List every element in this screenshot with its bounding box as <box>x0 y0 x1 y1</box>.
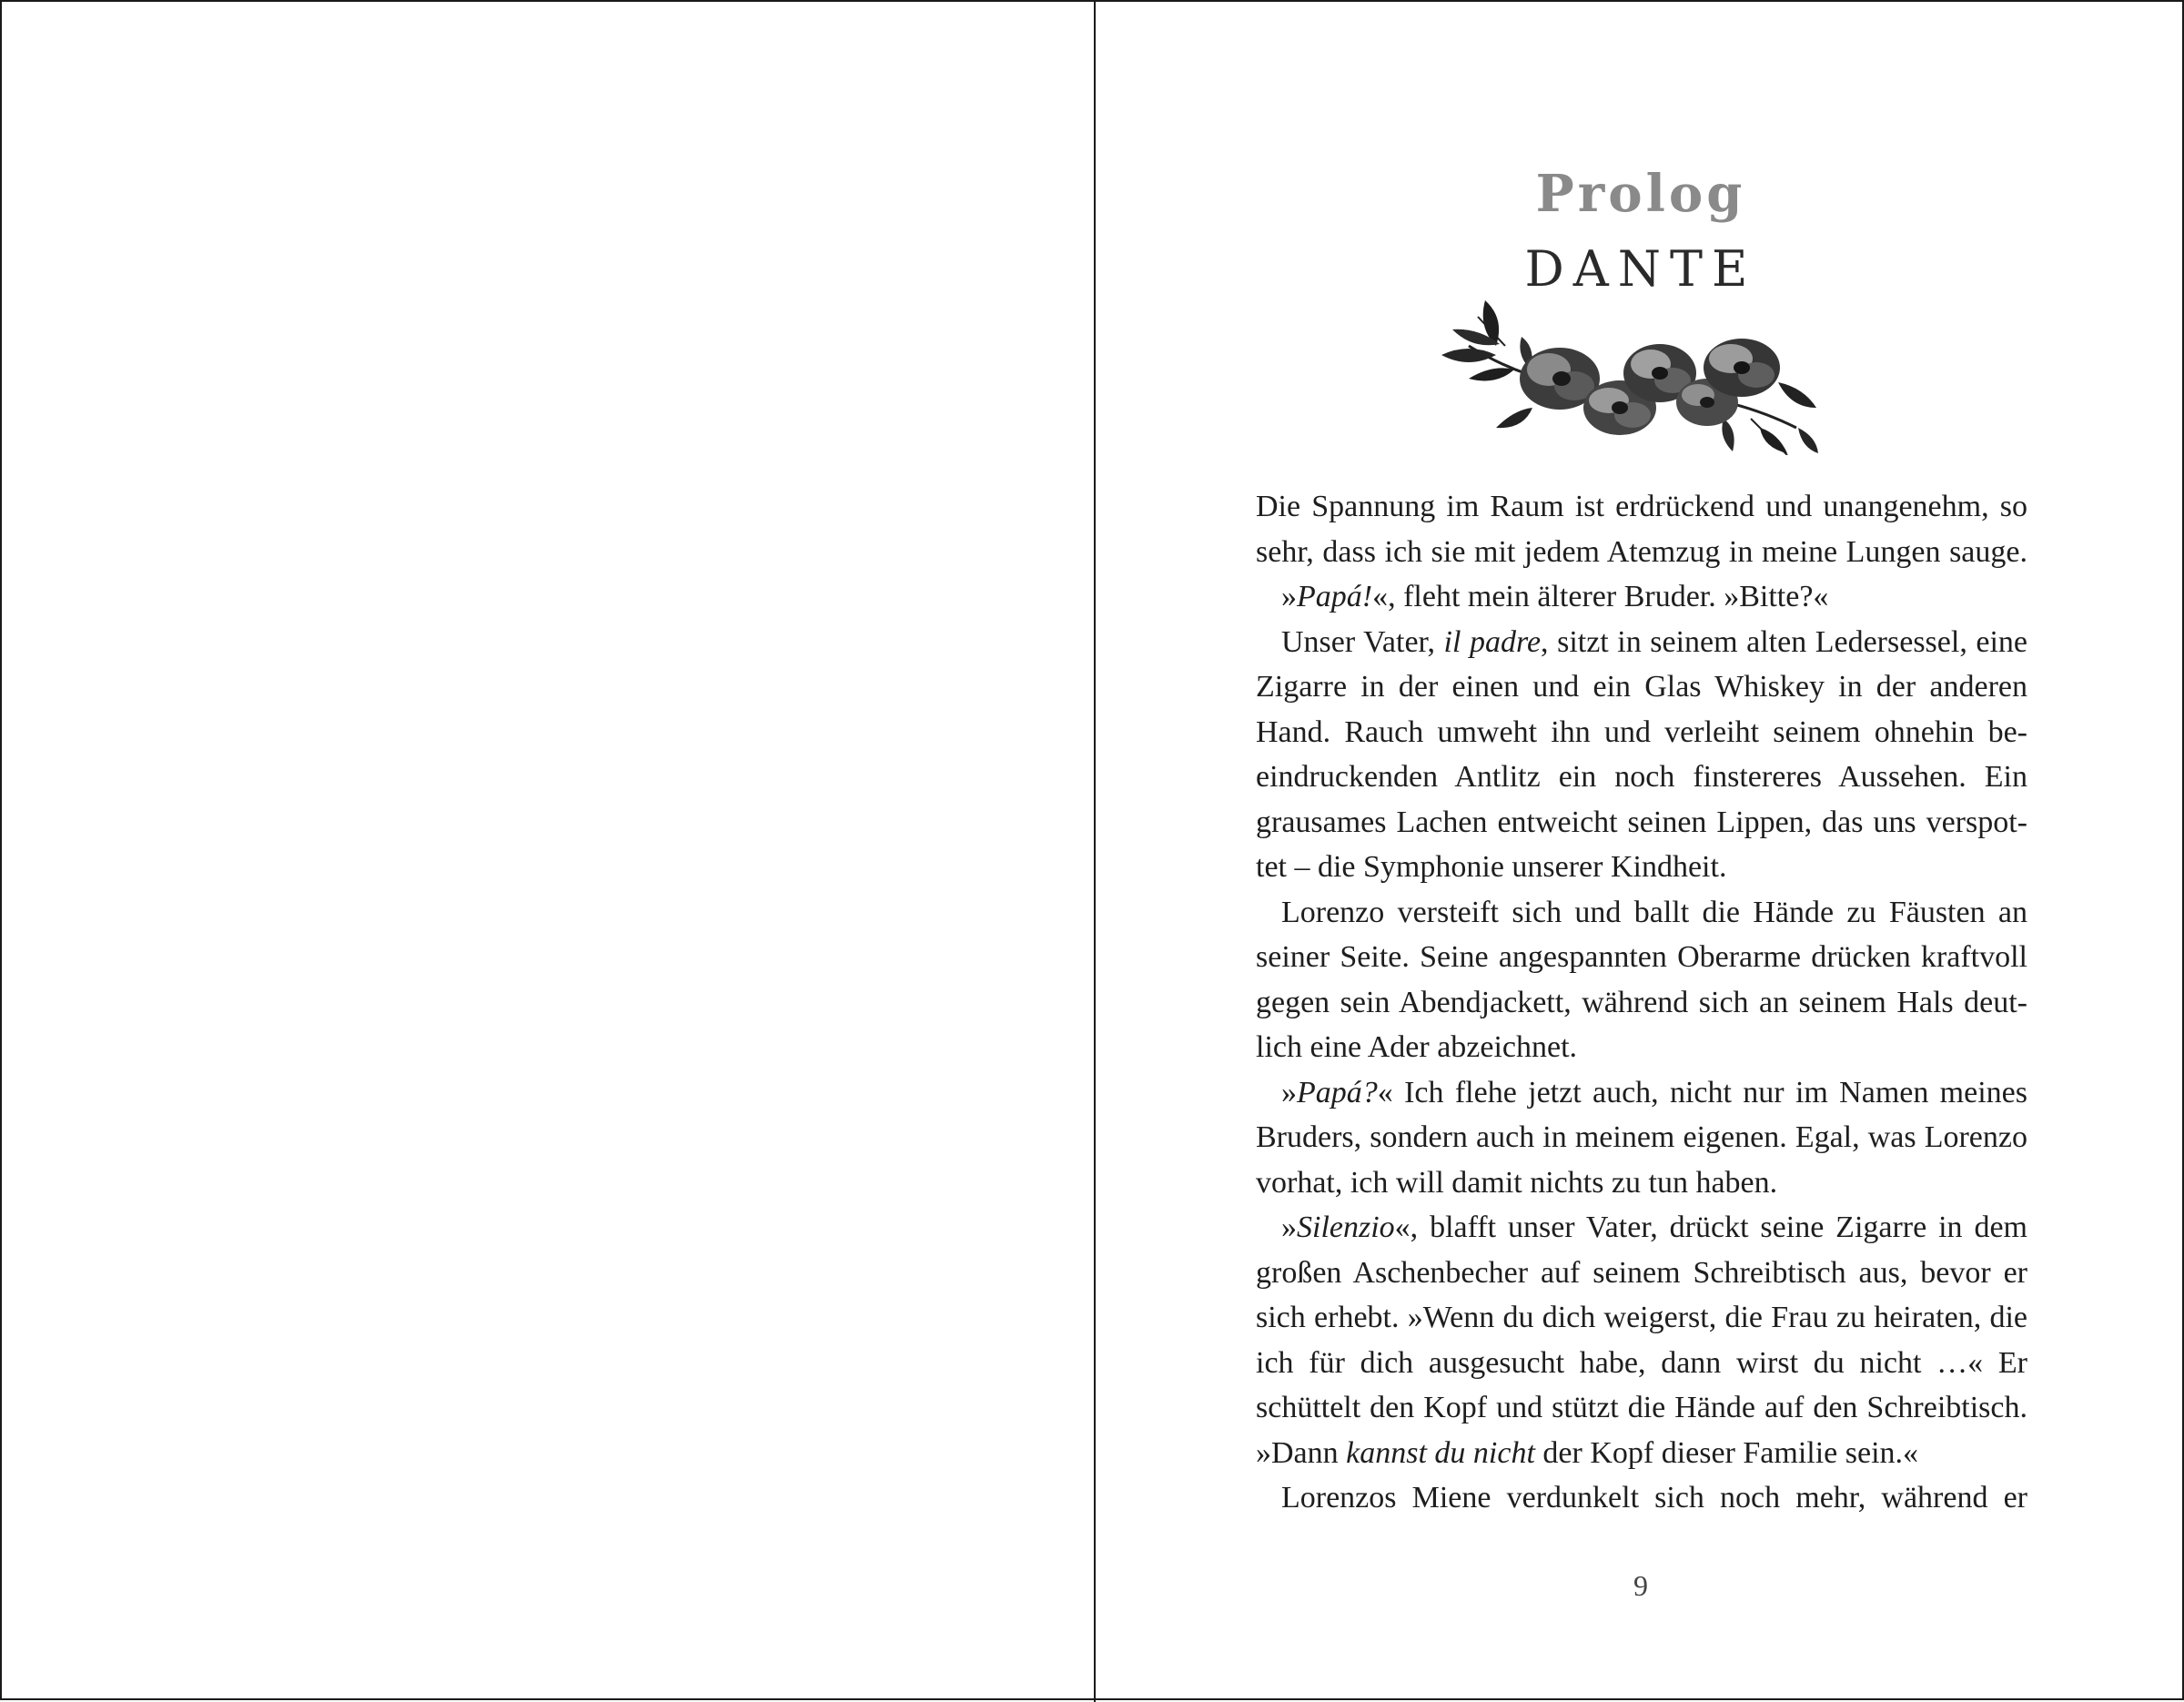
paragraph: Lorenzos Miene verdunkelt sich noch mehr, während er <box>1281 1481 2027 1515</box>
right-page <box>1096 2 2184 1702</box>
chapter-label: Prolog <box>1535 164 1746 224</box>
italic-phrase: il padre <box>1443 624 1542 659</box>
italic-phrase: Papá? <box>1297 1075 1378 1109</box>
italic-phrase: kannst du nicht <box>1346 1435 1535 1470</box>
italic-phrase: Silenzio <box>1297 1211 1395 1244</box>
paragraph: Unser Vater, il padre, sitzt in seinem alten Ledersessel, eine Zigarre in der einen und ein Glas Whiskey in der anderen Hand. Rauch umweht ihn und verleiht seinem ohnehin beeindruckenden Antlitz ein noch finstereres Aussehen. Ein grausames Lachen entweicht seinen Lippen, das uns verspottet – die Symphonie unserer Kindheit. <box>1256 624 2027 884</box>
floral-ornament-icon <box>1441 291 1824 455</box>
chapter-name: DANTE <box>1524 240 1757 298</box>
paragraph: Lorenzo versteift sich und ballt die Hände zu Fäusten an seiner Seite. Seine angespannten Oberarme drücken kraftvoll gegen sein Abendjackett, während sich an seinem Hals deutlich eine Ader abzeichnet. <box>1256 895 2027 1064</box>
paragraph: »Papá!«, fleht mein älterer Bruder. »Bitte?« <box>1281 580 1829 613</box>
paragraph: Die Spannung im Raum ist erdrückend und unangenehm, so sehr, dass ich sie mit jedem Atemzug in meine Lungen sauge. <box>1256 490 2027 569</box>
left-page-blank <box>2 2 1094 1702</box>
prose-body <box>1256 484 2027 1521</box>
italic-phrase: Papá! <box>1297 580 1373 613</box>
paragraph: »Papá?« Ich flehe jetzt auch, nicht nur im Namen meines Bruders, sondern auch in meinem eigenen. Egal, was Lorenzo vorhat, ich will damit nichts zu tun haben. <box>1256 1075 2027 1200</box>
page-number: 9 <box>1633 1569 1648 1602</box>
paragraph: »Silenzio«, blafft unser Vater, drückt seine Zigarre in dem großen Aschenbecher auf seinem Schreibtisch aus, bevor er sich erhebt. »Wenn du dich weigerst, die Frau zu heiraten, die ich für dich ausgesucht habe, dann wirst du nicht …« Er schüttelt den Kopf und stützt die Hände auf den Schreibtisch. »Dann kannst du nicht der Kopf dieser Familie sein.« <box>1256 1211 2027 1470</box>
